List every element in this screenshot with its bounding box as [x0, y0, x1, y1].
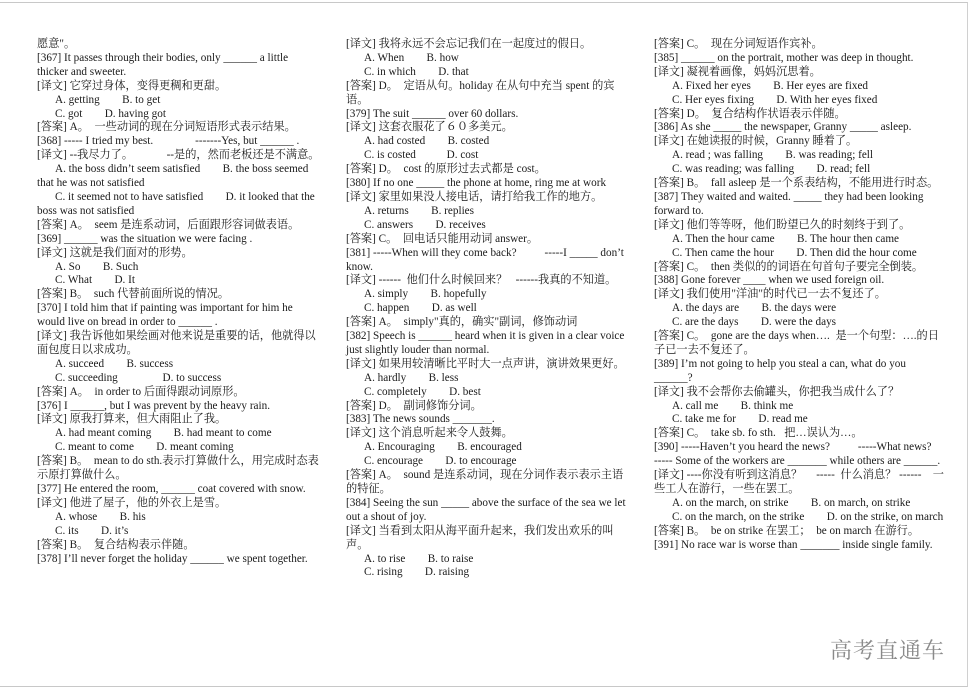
translation-text: [译文] 这套衣服花了６０多美元。	[346, 121, 513, 134]
translation-text: [译文] --我尽力了。 --是的，然而老板还是不满意。	[37, 149, 320, 162]
options-line: C. take me for D. read me	[672, 413, 808, 426]
translation-text: [译文] 凝视着画像，妈妈沉思着。	[654, 65, 821, 78]
translation-text: [译文] 我们使用"洋油"的时代已一去不复还了。	[654, 288, 886, 301]
options-line: A. Fixed her eyes B. Her eyes are fixed	[672, 79, 869, 92]
answer-text: [答案] B。 mean to do sth.表示打算做什么，用完成时态表示原打算做什么。	[37, 455, 319, 482]
translation-text: [译文] 这就是我们面对的形势。	[37, 246, 193, 259]
options-line: A. read ; was falling B. was reading; fell	[672, 149, 874, 162]
options-line: A. So B. Such	[55, 260, 139, 273]
options-line: C. succeeding D. to success	[55, 371, 222, 384]
options-line: A. whose B. his	[55, 510, 146, 523]
answer-text: [答案] A。 in order to 后面得跟动词原形。	[37, 385, 245, 398]
options-line: A. on the march, on strike B. on march, on strike	[672, 496, 911, 509]
answer-text: [答案] B。 fall asleep 是一个系表结构，不能用进行时态。	[654, 177, 939, 190]
options-line: A. had meant coming B. had meant to come	[55, 427, 272, 440]
options-line: A. the days are B. the days were	[672, 302, 837, 315]
translation-text: [译文] 在她读报的时候，Granny 睡着了。	[654, 135, 858, 148]
options-line: C. happen D. as well	[364, 302, 477, 315]
question-text: [376] I ______, but I was prevent by the heavy rain.	[37, 399, 271, 412]
options-line: A. Encouraging B. encouraged	[364, 441, 522, 454]
answer-text: [答案] A。 simply"真的，确实"副词，修饰动词	[346, 316, 578, 329]
question-text: [389] I’m not going to help you steal a can, what do you ______?	[654, 357, 909, 384]
options-line: C. rising D. raising	[364, 566, 470, 579]
question-text: [384] Seeing the sun _____ above the surface of the sea we let out a shout of joy.	[346, 496, 629, 523]
question-text: [387] They waited and waited. _____ they had been looking forward to.	[654, 190, 927, 217]
column-1	[37, 38, 320, 566]
options-line: C. got D. having got	[55, 107, 166, 120]
answer-text: [答案] B。 such 代替前面所说的情况。	[37, 288, 230, 301]
options-line: C. are the days D. were the days	[672, 316, 837, 329]
options-line: A. When B. how	[364, 51, 459, 64]
question-text: [382] Speech is ______ heard when it is given in a clear voice just slightly louder than normal.	[346, 330, 628, 356]
answer-text: [答案] D。 副词修饰分词。	[346, 399, 482, 412]
answer-text: [答案] C。 现在分词短语作宾补。	[654, 38, 823, 50]
options-line: A. had costed B. costed	[364, 135, 490, 148]
options-line: C. answers D. receives	[364, 218, 486, 231]
translation-text: [译文] 当看到太阳从海平面升起来，我们发出欢乐的叫声。	[346, 524, 614, 551]
options-line: C. What D. It	[55, 274, 135, 287]
question-text: [370] I told him that if painting was important for him he would live on bread in order to ______ .	[37, 302, 296, 329]
answer-text: [答案] C。 take sb. fo sth. 把…误认为…。	[654, 427, 863, 440]
answer-text: [答案] B。 复合结构表示伴随。	[37, 538, 195, 551]
watermark-logo: 高考直通车	[830, 639, 946, 664]
options-line: A. to rise B. to raise	[364, 552, 474, 565]
column-2	[346, 38, 629, 580]
options-line: A. call me B. think me	[672, 399, 794, 412]
options-line: C. was reading; was falling D. read; fell	[672, 163, 871, 176]
options-line: A. Then the hour came B. The hour then came	[672, 232, 899, 245]
question-text: [378] I’ll never forget the holiday ______ we spent together.	[37, 552, 308, 565]
answer-text: [答案] D。 定语从句。holiday 在从句中充当 spent 的宾语。	[346, 79, 615, 106]
question-text: [381] -----When will they come back? -----I _____ don’t know.	[346, 246, 627, 273]
answer-text: [答案] D。 复合结构作状语表示伴随。	[654, 107, 846, 120]
translation-text: [译文] 原我打算来，但大雨阻止了我。	[37, 413, 227, 426]
options-line: A. getting B. to get	[55, 93, 161, 106]
options-line: C. Her eyes fixing D. With her eyes fixed	[672, 93, 878, 106]
question-text: [390] -----Haven’t you heard the news? -----What news? ----- Some of the workers are _______ while others are ______.	[654, 441, 960, 468]
options-line: C. in which D. that	[364, 65, 469, 78]
translation-text: [译文] 如果用较清晰比平时大一点声讲，演讲效果更好。	[346, 357, 625, 370]
body-text: 愿意"。	[37, 38, 76, 50]
translation-text: [译文] ----你没有听到这消息？ ----- 什么消息？ ------ 一些工人在游行，一些在罢工。	[654, 469, 944, 495]
translation-text: [译文] 它穿过身体，变得更稠和更甜。	[37, 79, 227, 92]
options-line: C. meant to come D. meant coming	[55, 441, 234, 454]
answer-text: [答案] A。 seem 是连系动词，后面跟形容词做表语。	[37, 218, 300, 231]
question-text: [368] ----- I tried my best. -------Yes, but ______ .	[37, 135, 300, 148]
options-line: A. simply B. hopefully	[364, 288, 487, 301]
question-text: [385] ______ on the portrait, mother was deep in thought.	[654, 51, 914, 64]
question-text: [369] ______ was the situation we were facing .	[37, 232, 253, 245]
translation-text: [译文] ------ 他们什么时候回来？ ------我真的不知道。	[346, 274, 617, 287]
answer-text: [答案] D。 cost 的原形过去式都是 cost。	[346, 163, 546, 176]
translation-text: [译文] 我告诉他如果绘画对他来说是重要的话，他就得以面包度日以求成功。	[37, 330, 316, 356]
column-3	[654, 38, 960, 553]
options-line: C. encourage D. to encourage	[364, 455, 517, 468]
answer-text: [答案] C。 then 类似的的词语在句首句子要完全倒装。	[654, 260, 924, 273]
options-line: A. returns B. replies	[364, 204, 474, 217]
answer-text: [答案] A。 一些动词的现在分词短语形式表示结果。	[37, 121, 296, 134]
options-line: C. Then came the hour D. Then did the hour come	[672, 246, 917, 259]
options-line: A. succeed B. success	[55, 357, 174, 370]
options-line: A. the boss didn’t seem satisfied B. the boss seemed that he was not satisfied	[37, 163, 312, 190]
options-line: C. it seemed not to have satisfied D. it looked that the boss was not satisfied	[37, 190, 318, 217]
answer-text: [答案] A。 sound 是连系动词，现在分词作表示表示主语的特征。	[346, 469, 624, 495]
question-text: [388] Gone forever ____ when we used foreign oil.	[654, 274, 885, 287]
question-text: [391] No race war is worse than _______ inside single family.	[654, 538, 933, 551]
translation-text: [译文] 我不会帮你去偷罐头，你把我当成什么了？	[654, 385, 900, 398]
options-line: C. is costed D. cost	[364, 149, 479, 162]
answer-text: [答案] B。 be on strike 在罢工； be on march 在游行。	[654, 524, 920, 537]
options-line: C. on the march, on the strike D. on the strike, on march	[672, 510, 944, 523]
question-text: [386] As she _____ the newspaper, Granny _____ asleep.	[654, 121, 912, 134]
question-text: [383] The news sounds _______.	[346, 413, 495, 426]
question-text: [379] The suit ______ over 60 dollars.	[346, 107, 519, 120]
options-line: A. hardly B. less	[364, 371, 459, 384]
answer-text: [答案] C。 gone are the days when…. 是一个句型：….的日子已一去不复还了。	[654, 330, 939, 356]
translation-text: [译文] 家里如果没人接电话，请打给我工作的地方。	[346, 190, 603, 203]
options-line: C. completely D. best	[364, 385, 481, 398]
question-text: [377] He entered the room, ______ coat covered with snow.	[37, 483, 306, 495]
options-line: C. its D. it’s	[55, 524, 129, 537]
translation-text: [译文] 我将永远不会忘记我们在一起度过的假日。	[346, 38, 592, 50]
answer-text: [答案] C。 回电话只能用动词 answer。	[346, 232, 539, 245]
question-text: [367] It passes through their bodies, only ______ a little thicker and sweeter.	[37, 51, 291, 78]
translation-text: [译文] 他进了屋子，他的外衣上是雪。	[37, 496, 227, 509]
translation-text: [译文] 他们等等呀，他们盼望已久的时刻终于到了。	[654, 218, 911, 231]
question-text: [380] If no one _____ the phone at home, ring me at work	[346, 177, 607, 190]
translation-text: [译文] 这个消息听起来令人鼓舞。	[346, 427, 513, 440]
